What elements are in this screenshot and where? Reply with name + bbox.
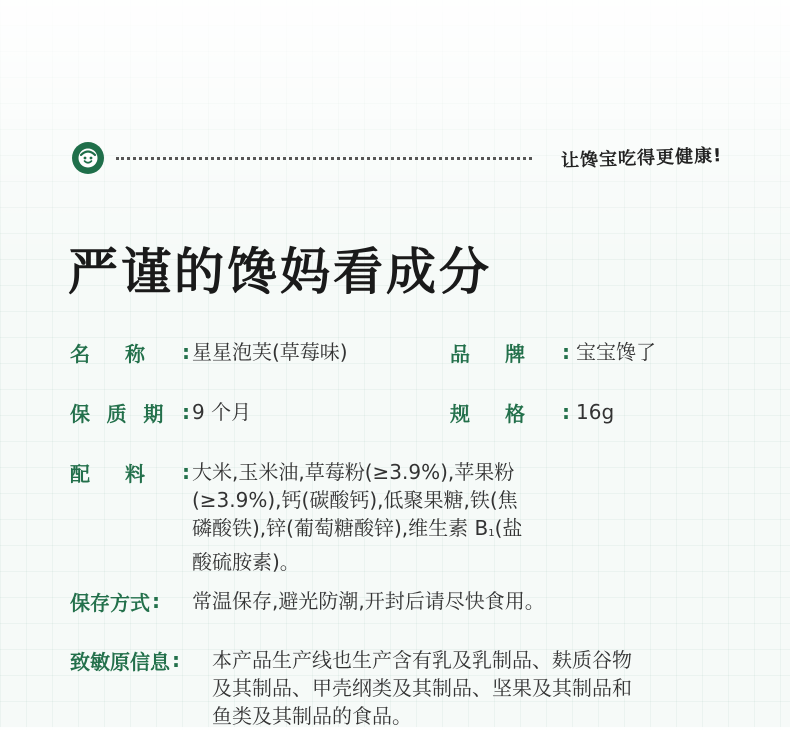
allergen-line: 及其制品、甲壳纲类及其制品、坚果及其制品和 <box>212 676 632 700</box>
ingredients-label-char-2: 料 <box>125 461 145 486</box>
allergen-line: 鱼类及其制品的食品。 <box>212 704 412 728</box>
shelf-life-label-char-2: 质 <box>106 401 127 426</box>
shelf-life-label-char-3: 期 <box>143 401 164 426</box>
name-value: 星星泡芙(草莓味) <box>192 340 348 364</box>
shelf-life-value: 9 个月 <box>192 400 252 424</box>
storage-label-text: 保存方式 <box>70 590 150 615</box>
spec-label <box>450 398 570 426</box>
allergen-label <box>70 646 180 674</box>
spec-label-colon: : <box>562 400 570 424</box>
ingredients-line: 大米,玉米油,草莓粉(≥3.9%),苹果粉 <box>192 460 515 484</box>
name-label-char-2: 称 <box>125 341 145 366</box>
slogan-text: 让馋宝吃得更健康! <box>560 145 723 172</box>
ingredients-label-colon: : <box>182 460 190 484</box>
header-row <box>72 142 722 174</box>
storage-label <box>70 587 160 615</box>
ingredients-line: (≥3.9%),钙(碳酸钙),低聚果糖,铁(焦 <box>192 488 518 512</box>
storage-label-colon: : <box>152 589 160 613</box>
allergen-label-text: 致敏原信息 <box>70 649 170 674</box>
ingredients-label-char-1: 配 <box>70 461 90 486</box>
spec-value: 16g <box>576 400 615 424</box>
vitamin-b1-subscript: 1 <box>488 528 495 539</box>
ingredients-line-tail: (盐 <box>494 516 523 540</box>
ingredients-line: 酸硫胺素)。 <box>192 550 300 574</box>
dotted-leader-divider <box>116 157 532 160</box>
ingredients-line-text: 磷酸铁),锌(葡萄糖酸锌),维生素 B <box>192 516 489 540</box>
brand-label <box>450 338 570 366</box>
brand-value: 宝宝馋了 <box>576 340 656 364</box>
brand-label-char-1: 品 <box>450 341 470 366</box>
allergen-line: 本产品生产线也生产含有乳及乳制品、麸质谷物 <box>212 648 632 672</box>
shelf-life-label <box>70 398 190 426</box>
name-label <box>70 338 190 366</box>
ingredients-line <box>192 514 522 548</box>
name-label-colon: : <box>182 340 190 364</box>
ingredients-label <box>70 458 190 486</box>
brand-label-char-2: 牌 <box>505 341 525 366</box>
spec-label-char-1: 规 <box>450 401 470 426</box>
allergen-value <box>212 646 632 730</box>
storage-value: 常温保存,避光防潮,开封后请尽快食用。 <box>192 589 545 613</box>
brand-label-colon: : <box>562 340 570 364</box>
shelf-life-label-colon: : <box>181 400 190 424</box>
allergen-label-colon: : <box>172 648 180 672</box>
page-title: 严谨的馋妈看成分 <box>68 243 492 301</box>
smiling-face-logo-icon <box>72 142 104 174</box>
name-label-char-1: 名 <box>70 341 90 366</box>
spec-label-char-2: 格 <box>505 401 525 426</box>
ingredients-value <box>192 458 522 576</box>
shelf-life-label-char-1: 保 <box>70 401 90 426</box>
